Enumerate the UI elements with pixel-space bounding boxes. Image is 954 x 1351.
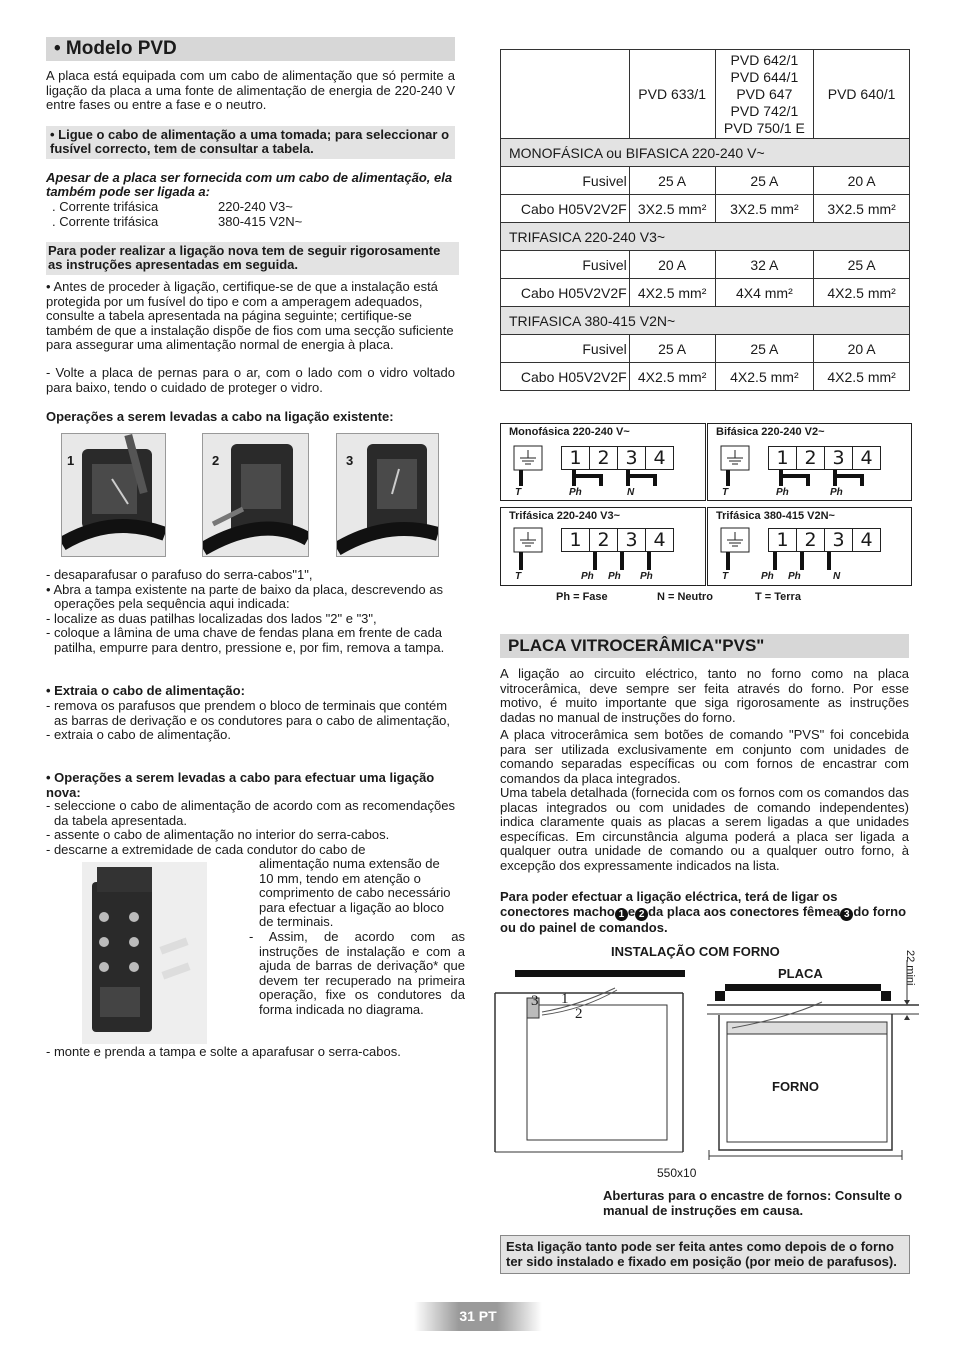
alt-supply-value: 380-415 V2N~ (218, 213, 303, 229)
diagram-title: INSTALAÇÃO COM FORNO (611, 944, 780, 959)
section-title-pvd: • Modelo PVD (46, 37, 455, 61)
terminal: 3 (824, 528, 852, 552)
fuse-cable-table (500, 49, 910, 391)
connector-text: Para poder efectuar a ligação eléctrica, terá de ligar os conectores macho (500, 889, 838, 919)
terminal-block (768, 528, 881, 552)
table-cell: 25 A (814, 251, 910, 279)
table-header: PVD 640/1 (814, 50, 910, 139)
diagram-label-placa: PLACA (778, 966, 823, 981)
strip-length-text: alimentação numa extensão de 10 mm, tendo em atenção o comprimento de cabo necessário para efectuar a ligação ao bloco de terminais. (259, 856, 451, 929)
marker-2-icon: 2 (635, 908, 648, 921)
callout-3: 3 (531, 993, 539, 1009)
alt-supply-label: . Corrente trifásica (52, 213, 159, 229)
extract-heading: • Extraia o cabo de alimentação: (46, 683, 245, 698)
wiring-title: Trifásica 220-240 V3~ (509, 510, 620, 522)
note-instructions: Para poder realizar a ligação nova tem de seguir rigorosamente as instruções apresentadas em seguida. (46, 242, 459, 275)
photo-terminal-block (82, 862, 207, 1044)
wire-label: T (722, 571, 729, 582)
table-cell: 4X2.5 mm² (814, 279, 910, 307)
alt-supply-row (52, 215, 352, 230)
alt-supply-note: Apesar de a placa ser fornecida com um cabo de alimentação, ela também pode ser ligada a: (46, 170, 453, 199)
wire-label: Ph (830, 487, 843, 498)
pvs-connector-note (500, 890, 910, 935)
table-cell: 25 A (715, 335, 814, 363)
photo-label-1: 1 (67, 453, 75, 468)
pvs-paragraph-2: A placa vitrocerâmica sem botões de comando "PVS" foi concebida para ser utilizada exclusivamente em conjunto com unidades de comando separadas específicas ou com fornos de encastrar com comandos da placa integrados. (500, 727, 909, 786)
table-section-title: TRIFASICA 380-415 V2N~ (501, 307, 910, 335)
marker-3-icon: 3 (840, 908, 853, 921)
table-cell: 3X2.5 mm² (814, 195, 910, 223)
section-title-pvs: PLACA VITROCERÂMICA"PVS" (500, 634, 909, 658)
table-corner (501, 50, 630, 139)
table-section-title: MONOFÁSICA ou BIFASICA 220-240 V~ (501, 139, 910, 167)
callout-2: 2 (575, 1006, 583, 1022)
table-cell: 4X2.5 mm² (715, 363, 814, 391)
alt-supply-row (52, 200, 352, 215)
wiring-title: Trifásica 380-415 V2N~ (716, 510, 835, 522)
final-step: - monte e prenda a tampa e solte a aparafusar o serra-cabos. (46, 1044, 401, 1059)
extract-step: - remova os parafusos que prendem o bloco de terminais que contém as barras de derivação e os condutores para o cabo de alimentação, (46, 698, 451, 728)
newops-step: - assente o cabo de alimentação no interior do serra-cabos. (46, 827, 390, 842)
safety-paragraph: • Antes de proceder à ligação, certifique-se de que a instalação está protegida por um fusível do tipo e com a amperagem adequados, consulte a tabela apresentada na página seguinte; certifique-se também de que a instalação dispõe de fios com uma secção suficiente para assegurar uma alimentação normal de energia à placa. (46, 279, 454, 352)
terminal: 2 (589, 446, 617, 470)
callout-1: 1 (561, 991, 569, 1007)
table-cell: 3X2.5 mm² (629, 195, 715, 223)
table-row-label: Fusivel (501, 251, 630, 279)
legend-item: N = Neutro (657, 591, 713, 603)
pvs-paragraph-3: Uma tabela detalhada (fornecida com os fornos com os comandos das placas integrados ou com unidades de comando independentes) indica claramente quais as placas a serem ligadas a que unidades específicas. Em circunstância alguma poderá a placa ser ligada a qualquer outra unidade de comando ou a qualquer outro forno, à excepção dos expressamente indicados na lista. (500, 785, 909, 873)
newops-steps (46, 799, 455, 857)
wiring-panel-tri-220 (500, 507, 706, 586)
wire-label: T (515, 571, 522, 582)
fix-conductors-text: - Assim, de acordo com as instruções de instalação e com a ajuda de barras de derivação* que devem ter recuperado na primeira operação, fixe os condutores da forma indicada no diagrama. (249, 929, 465, 1017)
wire-label: Ph (788, 571, 801, 582)
table-row-label: Cabo H05V2V2F (501, 279, 630, 307)
terminal: 1 (768, 528, 796, 552)
table-cell: 25 A (715, 167, 814, 195)
terminal: 2 (589, 528, 617, 552)
terminal: 4 (645, 446, 674, 470)
terminal: 3 (824, 446, 852, 470)
terminal: 2 (796, 528, 824, 552)
table-header: PVD 642/1 PVD 644/1 PVD 647 PVD 742/1 PVD 750/1 E (715, 50, 814, 139)
note-fuse-table: • Ligue o cabo de alimentação a uma tomada; para seleccionar o fusível correcto, tem de consultar a tabela. (46, 126, 455, 159)
wire-label: Ph (640, 571, 653, 582)
alt-supply-label: . Corrente trifásica (52, 199, 159, 214)
page-number: 31 PT (459, 1308, 497, 1324)
wire-label: T (515, 487, 522, 498)
newops-step: - descarne a extremidade de cada condutor do cabo de (46, 841, 366, 857)
wire-label: Ph (608, 571, 621, 582)
extract-steps (46, 699, 455, 743)
table-cell: 20 A (629, 251, 715, 279)
table-cell: 4X4 mm² (715, 279, 814, 307)
diagram-caption: Aberturas para o encastre de fornos: Consulte o manual de instruções em causa. (603, 1188, 903, 1218)
table-row-label: Fusivel (501, 335, 630, 363)
note-box-install: Esta ligação tanto pode ser feita antes como depois de o forno ter sido instalado e fixado em posição (por meio de parafusos). (500, 1235, 910, 1274)
terminal: 2 (796, 446, 824, 470)
diagram-dim-550: 550x10 (657, 1166, 697, 1180)
photo-label-2: 2 (212, 453, 220, 468)
installation-diagram (487, 960, 919, 1160)
wire-label: Ph (569, 487, 582, 498)
wiring-panel-mono (500, 423, 706, 501)
table-header: PVD 633/1 (629, 50, 715, 139)
newops-heading: • Operações a serem levadas a cabo para efectuar uma ligação nova: (46, 770, 435, 800)
wire-label: Ph (761, 571, 774, 582)
terminal: 3 (617, 446, 645, 470)
step-unscrew: - desaparafusar o parafuso do serra-cabos"1", (46, 567, 313, 582)
table-cell: 3X2.5 mm² (715, 195, 814, 223)
wiring-panel-bi (707, 423, 912, 501)
alt-supply-value: 220-240 V3~ (218, 199, 293, 214)
wire-label: Ph (581, 571, 594, 582)
photo-step-3 (336, 433, 439, 557)
terminal-block (561, 446, 674, 470)
wire-label: N (627, 487, 635, 498)
newops-step: - seleccione o cabo de alimentação de acordo com as recomendações da tabela apresentada. (46, 798, 455, 828)
connector-text: e (627, 903, 636, 919)
table-row-label: Cabo H05V2V2F (501, 363, 630, 391)
terminal: 1 (768, 446, 796, 470)
wire-label: Ph (776, 487, 789, 498)
step-open-cover: • Abra a tampa existente na parte de baixo da placa, descrevendo as operações pela sequência aqui indicada: (46, 581, 443, 611)
legend-item: T = Terra (755, 591, 801, 603)
wire-label: T (722, 487, 729, 498)
table-cell: 25 A (629, 335, 715, 363)
table-section-title: TRIFASICA 220-240 V3~ (501, 223, 910, 251)
table-cell: 4X2.5 mm² (629, 279, 715, 307)
photo-label-3: 3 (346, 453, 354, 468)
table-cell: 25 A (629, 167, 715, 195)
table-cell: 20 A (814, 167, 910, 195)
terminal: 1 (561, 528, 589, 552)
terminal: 4 (852, 528, 881, 552)
ops-heading: Operações a serem levadas a cabo na ligação existente: (46, 409, 394, 424)
turn-over-step: - Volte a placa de pernas para o ar, com o lado com o vidro voltado para baixo, tendo o cuidado de proteger o vidro. (46, 365, 455, 395)
terminal: 4 (852, 446, 881, 470)
step-locate-tabs: - localize as duas patilhas localizadas dos lados "2" e "3", (46, 610, 377, 626)
table-cell: 32 A (715, 251, 814, 279)
table-cell: 4X2.5 mm² (629, 363, 715, 391)
wiring-legend (556, 591, 801, 603)
terminal-block (768, 446, 881, 470)
steps-open-cover (46, 568, 455, 655)
legend-item: Ph = Fase (556, 591, 608, 603)
pvs-paragraph-1: A ligação ao circuito eléctrico, tanto no forno como na placa vitrocerâmica, deve sempre ser feita através do forno. Por esse motivo, é muito importante que siga rigorosamente as instruções dadas no manual de instruções do forno. (500, 666, 909, 725)
wire-label: N (833, 571, 841, 582)
photo-step-2 (202, 433, 309, 557)
terminal: 3 (617, 528, 645, 552)
step-remove-cover: - coloque a lâmina de uma chave de fendas plana em frente de cada patilha, empurre para dentro, pressione e, por fim, remova a tampa. (46, 625, 445, 655)
terminal: 4 (645, 528, 674, 552)
photo-step-1 (61, 433, 166, 557)
diagram-label-forno: FORNO (772, 1079, 819, 1094)
table-row-label: Cabo H05V2V2F (501, 195, 630, 223)
terminal-block (561, 528, 674, 552)
table-cell: 20 A (814, 335, 910, 363)
wiring-title: Bifásica 220-240 V2~ (716, 426, 825, 438)
table-row-label: Fusivel (501, 167, 630, 195)
extract-step: - extraia o cabo de alimentação. (46, 727, 231, 742)
marker-1-icon: 1 (615, 908, 628, 921)
connector-text: da placa aos conectores fêmea (648, 903, 841, 919)
table-cell: 4X2.5 mm² (814, 363, 910, 391)
terminal: 1 (561, 446, 589, 470)
intro-paragraph: A placa está equipada com um cabo de alimentação que só permite a ligação da placa a uma fonte de alimentação de energia de 220-240 V entre fases ou entre a fase e o neutro. (46, 68, 455, 112)
wiring-panel-tri-380 (707, 507, 912, 586)
alt-supply-list (52, 200, 352, 229)
connector-text: do forno ou do painel de comandos. (500, 903, 907, 935)
wiring-title: Monofásica 220-240 V~ (509, 426, 630, 438)
diagram-dim-22: 22 mini (904, 950, 916, 986)
